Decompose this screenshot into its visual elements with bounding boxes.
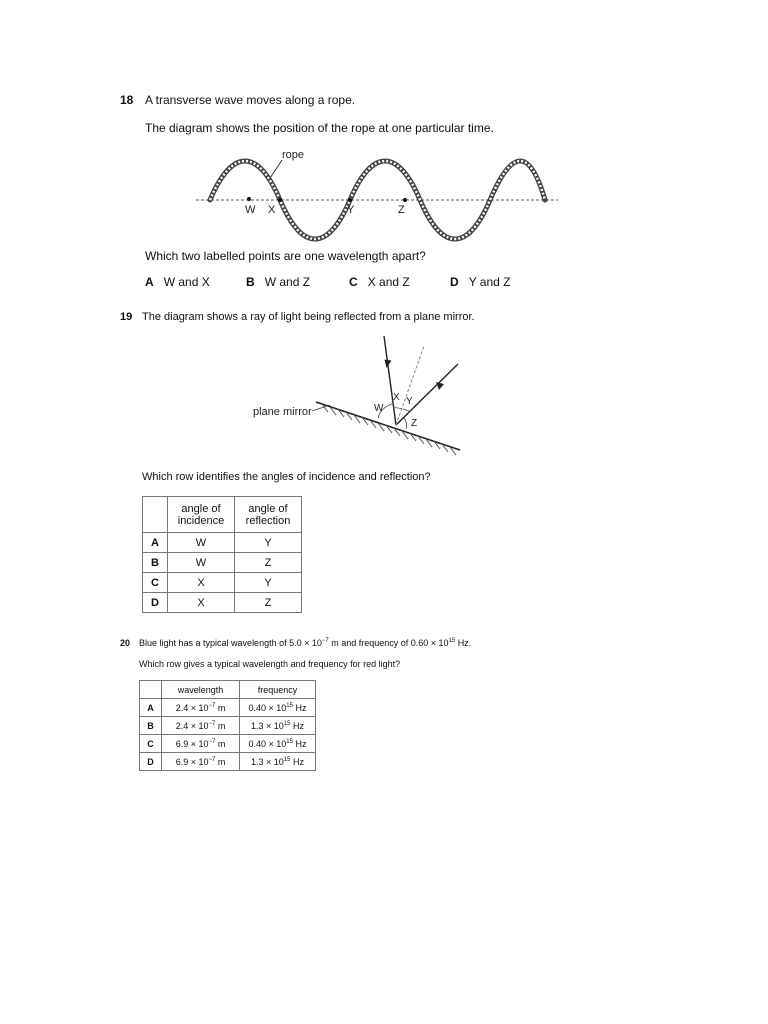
- reflected-ray: [396, 364, 458, 425]
- option-b[interactable]: [246, 275, 310, 289]
- table-row[interactable]: [143, 553, 302, 573]
- row-letter: A: [140, 699, 162, 717]
- cell-frequency: $0.40 \times 10^{15}$ Hz: [240, 699, 316, 717]
- cell-wavelength: $2.4 \times 10^{-7}$ m: [162, 699, 240, 717]
- cell-reflection: Z: [235, 553, 302, 573]
- rope-label: rope: [282, 149, 305, 161]
- mirror-surface: [316, 402, 460, 450]
- point-w-label: W: [245, 204, 256, 216]
- cell-reflection: Y: [235, 573, 302, 593]
- cell-frequency: $1.3 \times 10^{15}$ Hz: [240, 717, 316, 735]
- option-text: W and X: [163, 275, 210, 289]
- option-letter: A: [145, 275, 154, 289]
- incident-ray: [384, 336, 396, 425]
- angle-z-arc: [404, 418, 407, 429]
- column-header-incidence: angle of incidence: [168, 497, 235, 533]
- cell-wavelength: $2.4 \times 10^{-7}$ m: [162, 717, 240, 735]
- question-prompt: Which row identifies the angles of incidence and reflection?: [142, 471, 431, 483]
- angle-x-label: X: [393, 392, 400, 403]
- question-number: 19: [120, 311, 133, 323]
- table-header-row: [143, 497, 302, 533]
- table-row[interactable]: [140, 753, 316, 771]
- reflected-arrow-icon: [436, 382, 444, 390]
- rope-label-leader: [270, 160, 282, 178]
- point-y-dot: [348, 198, 352, 202]
- row-letter: C: [140, 735, 162, 753]
- point-z-label: Z: [398, 204, 405, 216]
- option-letter: D: [450, 275, 459, 289]
- question-intro: The diagram shows the position of the rope at one particular time.: [145, 121, 494, 135]
- cell-wavelength: $6.9 \times 10^{-7}$ m: [162, 735, 240, 753]
- angle-y-label: Y: [406, 396, 413, 407]
- table-row[interactable]: [143, 573, 302, 593]
- column-header-reflection: angle of reflection: [235, 497, 302, 533]
- cell-incidence: W: [168, 553, 235, 573]
- question-prompt: Which two labelled points are one wavelength apart?: [145, 249, 426, 263]
- table-row[interactable]: [140, 717, 316, 735]
- option-letter: C: [349, 275, 358, 289]
- option-text: X and Z: [367, 275, 410, 289]
- normal-line: [396, 346, 424, 425]
- question-number: 18: [120, 93, 134, 107]
- row-letter: A: [143, 533, 168, 553]
- row-letter: D: [140, 753, 162, 771]
- option-d[interactable]: [450, 275, 511, 289]
- angle-w-label: W: [374, 403, 384, 414]
- option-a[interactable]: [145, 275, 210, 289]
- answer-table: [139, 680, 316, 771]
- question-prompt: Which row gives a typical wavelength and frequency for red light?: [139, 659, 401, 669]
- table-row[interactable]: [143, 533, 302, 553]
- question-stem: The diagram shows a ray of light being reflected from a plane mirror.: [142, 311, 475, 323]
- mirror-hatching: [322, 404, 456, 455]
- column-header-frequency: frequency: [240, 681, 316, 699]
- point-w-dot: [247, 197, 251, 201]
- angle-z-label: Z: [411, 418, 418, 429]
- answer-table: [142, 496, 302, 613]
- option-letter: B: [246, 275, 255, 289]
- angle-y-arc: [403, 409, 410, 412]
- question-stem: Blue light has a typical wavelength of $5.0 \times 10^{-7}$ m and frequency of $0.60 \times 10^{15}$ Hz.: [139, 638, 472, 648]
- row-letter: B: [140, 717, 162, 735]
- table-row[interactable]: [140, 735, 316, 753]
- option-text: W and Z: [264, 275, 311, 289]
- mirror-reflection-diagram: [0, 320, 768, 470]
- cell-incidence: X: [168, 593, 235, 613]
- cell-reflection: Y: [235, 533, 302, 553]
- cell-frequency: $1.3 \times 10^{15}$ Hz: [240, 753, 316, 771]
- mirror-label-leader: [312, 405, 330, 411]
- cell-incidence: W: [168, 533, 235, 553]
- table-row[interactable]: [143, 593, 302, 613]
- column-header-wavelength: wavelength: [162, 681, 240, 699]
- point-x-label: X: [268, 204, 276, 216]
- cell-incidence: X: [168, 573, 235, 593]
- table-row[interactable]: [140, 699, 316, 717]
- option-text: Y and Z: [468, 275, 511, 289]
- rope-wave-diagram: [0, 0, 768, 260]
- row-letter: D: [143, 593, 168, 613]
- mirror-label: plane mirror: [253, 406, 312, 418]
- row-letter: C: [143, 573, 168, 593]
- question-stem: A transverse wave moves along a rope.: [145, 93, 356, 107]
- option-c[interactable]: [349, 275, 410, 289]
- point-x-dot: [278, 198, 282, 202]
- question-number: 20: [120, 638, 131, 648]
- table-header-row: [140, 681, 316, 699]
- cell-wavelength: $6.9 \times 10^{-7}$ m: [162, 753, 240, 771]
- cell-frequency: $0.40 \times 10^{15}$ Hz: [240, 735, 316, 753]
- row-letter: B: [143, 553, 168, 573]
- cell-reflection: Z: [235, 593, 302, 613]
- point-z-dot: [403, 198, 407, 202]
- point-y-label: Y: [347, 204, 355, 216]
